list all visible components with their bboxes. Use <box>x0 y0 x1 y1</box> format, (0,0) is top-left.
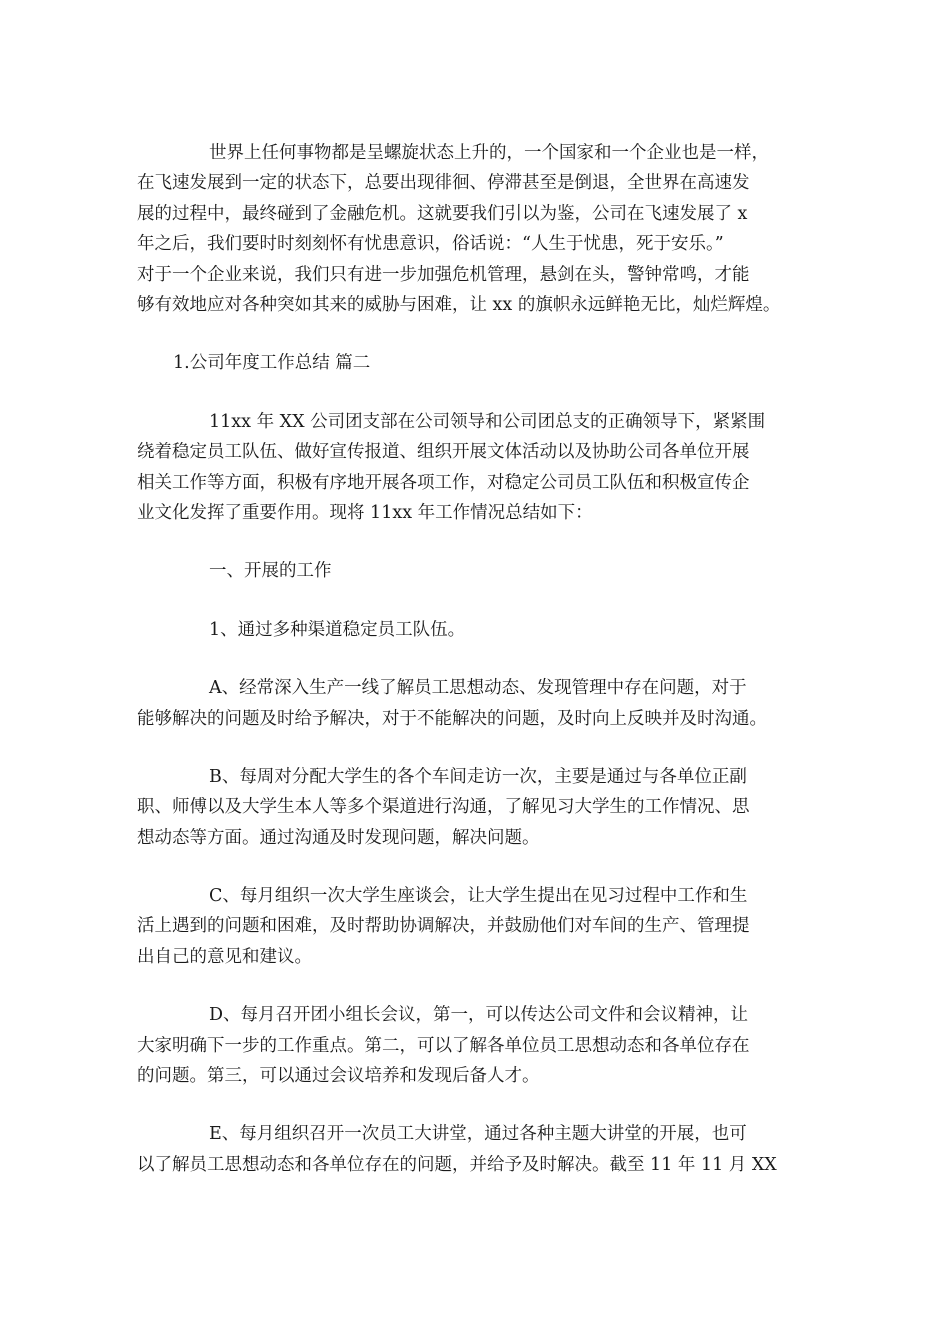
text-line: 活上遇到的问题和困难，及时帮助协调解决，并鼓励他们对车间的生产、管理提 <box>137 916 750 937</box>
paragraph-c <box>137 881 827 972</box>
text-line: E、每月组织召开一次员工大讲堂，通过各种主题大讲堂的开展，也可 <box>209 1124 747 1145</box>
text-line: 够有效地应对各种突如其来的威胁与困难，让 xx 的旗帜永远鲜艳无比，灿烂辉煌。 <box>137 294 781 315</box>
text-line: 想动态等方面。通过沟通及时发现问题，解决问题。 <box>137 827 540 848</box>
paragraph-a <box>137 673 827 734</box>
text-line: 绕着稳定员工队伍、做好宣传报道、组织开展文体活动以及协助公司各单位开展 <box>137 442 750 463</box>
text-line: 世界上任何事物都是呈螺旋状态上升的，一个国家和一个企业也是一样， <box>209 143 769 163</box>
text-line: C、每月组织一次大学生座谈会，让大学生提出在见习过程中工作和生 <box>209 886 748 907</box>
text-line: 相关工作等方面，积极有序地开展各项工作，对稳定公司员工队伍和积极宣传企 <box>137 472 750 493</box>
text-line: 出自己的意见和建议。 <box>137 946 312 967</box>
paragraph-summary <box>137 407 827 529</box>
text-line: D、每月召开团小组长会议，第一，可以传达公司文件和会议精神，让 <box>209 1005 749 1026</box>
text-line: A、经常深入生产一线了解员工思想动态、发现管理中存在问题，对于 <box>209 678 747 699</box>
text-line: 在飞速发展到一定的状态下，总要出现徘徊、停滞甚至是倒退，全世界在高速发 <box>137 173 750 194</box>
paragraph-d <box>137 1000 827 1091</box>
text-line: 11xx 年 XX 公司团支部在公司领导和公司团总支的正确领导下，紧紧围 <box>209 411 766 432</box>
text-line: 职、师傅以及大学生本人等多个渠道进行沟通，了解见习大学生的工作情况、思 <box>137 797 750 818</box>
text-line: B、每周对分配大学生的各个车间走访一次，主要是通过与各单位正副 <box>209 766 747 787</box>
subheading-stabilize-staff: 1、通过多种渠道稳定员工队伍。 <box>209 619 466 640</box>
text-line: 业文化发挥了重要作用。现将 11xx 年工作情况总结如下： <box>137 502 593 523</box>
text-line: 年之后，我们要时时刻刻怀有忧患意识，俗话说：“人生于忧患，死于安乐。” <box>137 234 724 255</box>
document-page <box>137 138 827 1208</box>
paragraph-e <box>137 1119 827 1180</box>
section-title: 1.公司年度工作总结 篇二 <box>173 353 371 374</box>
subheading-work: 一、开展的工作 <box>209 561 332 582</box>
text-line: 大家明确下一步的工作重点。第二，可以了解各单位员工思想动态和各单位存在 <box>137 1035 750 1056</box>
text-line: 展的过程中，最终碰到了金融危机。这就要我们引以为鉴，公司在飞速发展了 x <box>137 203 748 224</box>
paragraph-intro <box>137 138 827 320</box>
text-line: 对于一个企业来说，我们只有进一步加强危机管理，悬剑在头，警钟常鸣，才能 <box>137 264 750 285</box>
paragraph-b <box>137 762 827 853</box>
text-line: 的问题。第三，可以通过会议培养和发现后备人才。 <box>137 1066 540 1087</box>
text-line: 以了解员工思想动态和各单位存在的问题，并给予及时解决。截至 11 年 11 月 XX <box>137 1154 777 1175</box>
text-line: 能够解决的问题及时给予解决，对于不能解决的问题，及时向上反映并及时沟通。 <box>137 708 767 729</box>
